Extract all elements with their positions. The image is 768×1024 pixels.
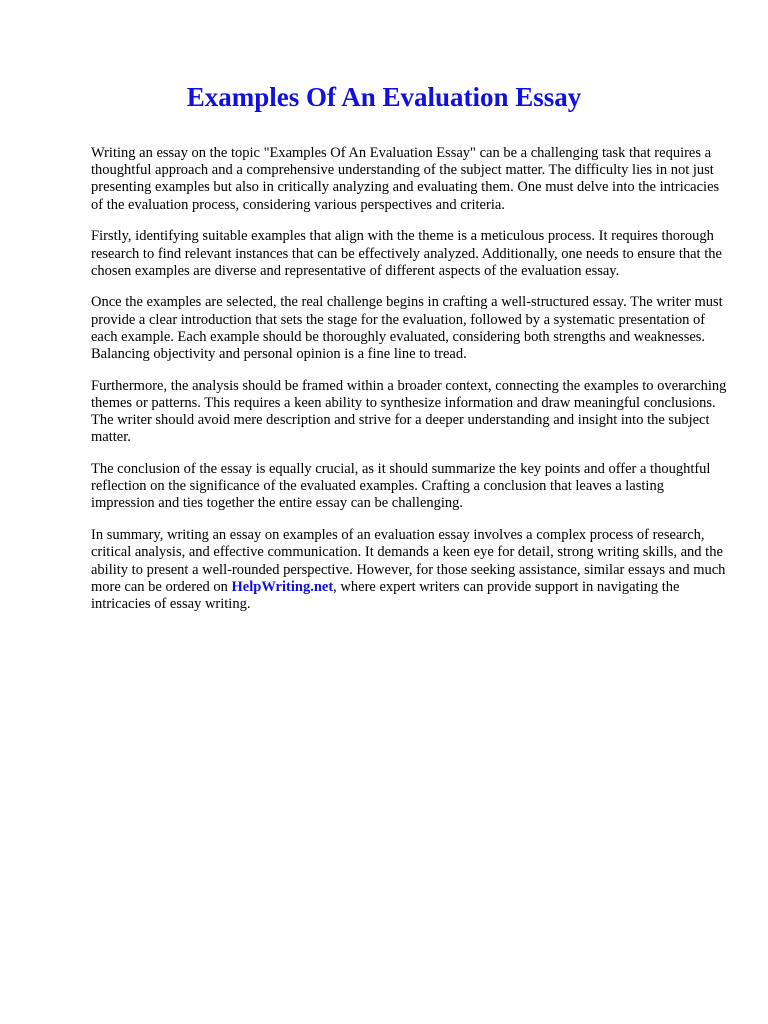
paragraph-4: Furthermore, the analysis should be framed within a broader context, connecting the examples to overarching themes or patterns. This requires a keen ability to synthesize information and draw meaningful conclusions. The writer should avoid mere description and strive for a deeper understanding and insight into the subject matter. [91, 377, 727, 446]
paragraph-6-text-end: , where expert writers can provide support in navigating the intricacies of essay writing. [91, 578, 680, 612]
paragraph-6-text-start: In summary, writing an essay on examples of an evaluation essay involves a complex process of research, critical analysis, and effective communication. It demands a keen eye for detail, strong writing skills, and the ability to present a well-rounded perspective. However, for those seeking assistance, similar essays and much more can be ordered on [91, 527, 726, 595]
helpwriting-link[interactable]: HelpWriting.net [231, 578, 334, 595]
paragraph-3: Once the examples are selected, the real challenge begins in crafting a well-structured essay. The writer must provide a clear introduction that sets the stage for the evaluation, followed by a systematic presentation of each example. Each example should be thoroughly evaluated, considering both strengths and weaknesses. Balancing objectivity and personal opinion is a fine line to tread. [91, 294, 723, 363]
paragraph-1: Writing an essay on the topic "Examples Of An Evaluation Essay" can be a challenging task that requires a thoughtful approach and a comprehensive understanding of the subject matter. The difficulty lies in not just presenting examples but also in critically analyzing and evaluating them. One must delve into the intricacies of the evaluation process, considering various perspectives and criteria. [91, 145, 720, 213]
paragraph-2: Firstly, identifying suitable examples that align with the theme is a meticulous process. It requires thorough research to find relevant instances that can be effectively analyzed. Additionally, one needs to ensure that the chosen examples are diverse and representative of different aspects of the evaluation essay. [91, 228, 722, 279]
paragraph-5: The conclusion of the essay is equally crucial, as it should summarize the key points and offer a thoughtful reflection on the significance of the evaluated examples. Crafting a conclusion that leaves a lasting impression and ties together the entire essay can be challenging. [91, 461, 711, 512]
page-title: Examples Of An Evaluation Essay [186, 82, 582, 112]
essay-body [91, 145, 731, 628]
paragraph-6 [91, 527, 731, 613]
